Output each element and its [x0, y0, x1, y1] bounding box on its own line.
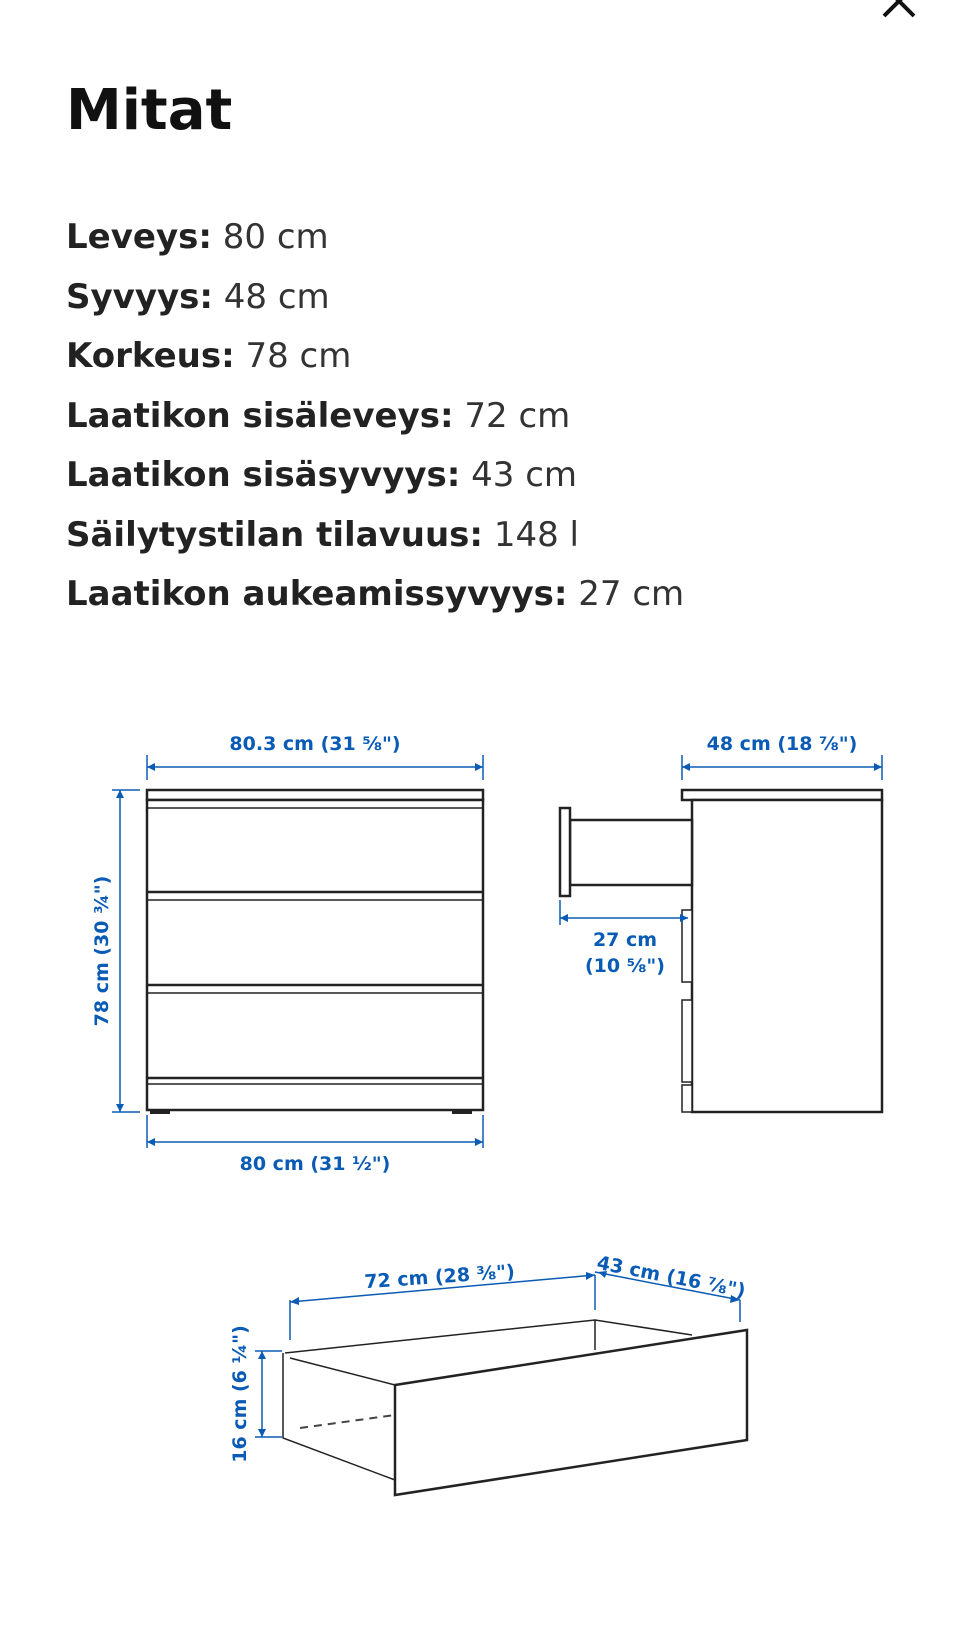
- front-view-drawing: [147, 790, 483, 1114]
- spec-drawer-inner-width: Laatikon sisäleveys: 72 cm: [66, 395, 571, 436]
- drawer-height-label: 16 cm (6 ¼"): [229, 1325, 251, 1463]
- drawer-width-label: 72 cm (28 ⅜"): [363, 1260, 516, 1294]
- spec-depth: Syvyys: 48 cm: [66, 276, 330, 317]
- side-view-drawing: [560, 790, 882, 1112]
- depth-label: 48 cm (18 ⅞"): [706, 733, 858, 755]
- top-width-label: 80.3 cm (31 ⅝"): [229, 733, 401, 755]
- height-label: 78 cm (30 ¾"): [91, 875, 113, 1027]
- bottom-width-label: 80 cm (31 ½"): [239, 1153, 391, 1175]
- drawer-open-inch-label: (10 ⅝"): [585, 955, 665, 977]
- spec-storage-volume: Säilytystilan tilavuus: 148 l: [66, 514, 579, 555]
- drawer-open-label: 27 cm: [592, 929, 658, 951]
- drawer-drawing: [283, 1320, 747, 1495]
- page-title: Mitat: [66, 78, 233, 143]
- spec-drawer-inner-depth: Laatikon sisäsyvyys: 43 cm: [66, 455, 578, 495]
- spec-width: Leveys: 80 cm: [66, 217, 329, 257]
- spec-height: Korkeus: 78 cm: [66, 336, 352, 376]
- drawer-depth-label: 43 cm (16 ⅞"): [595, 1251, 748, 1303]
- spec-drawer-opening-depth: Laatikon aukeamissyvyys: 27 cm: [66, 574, 685, 614]
